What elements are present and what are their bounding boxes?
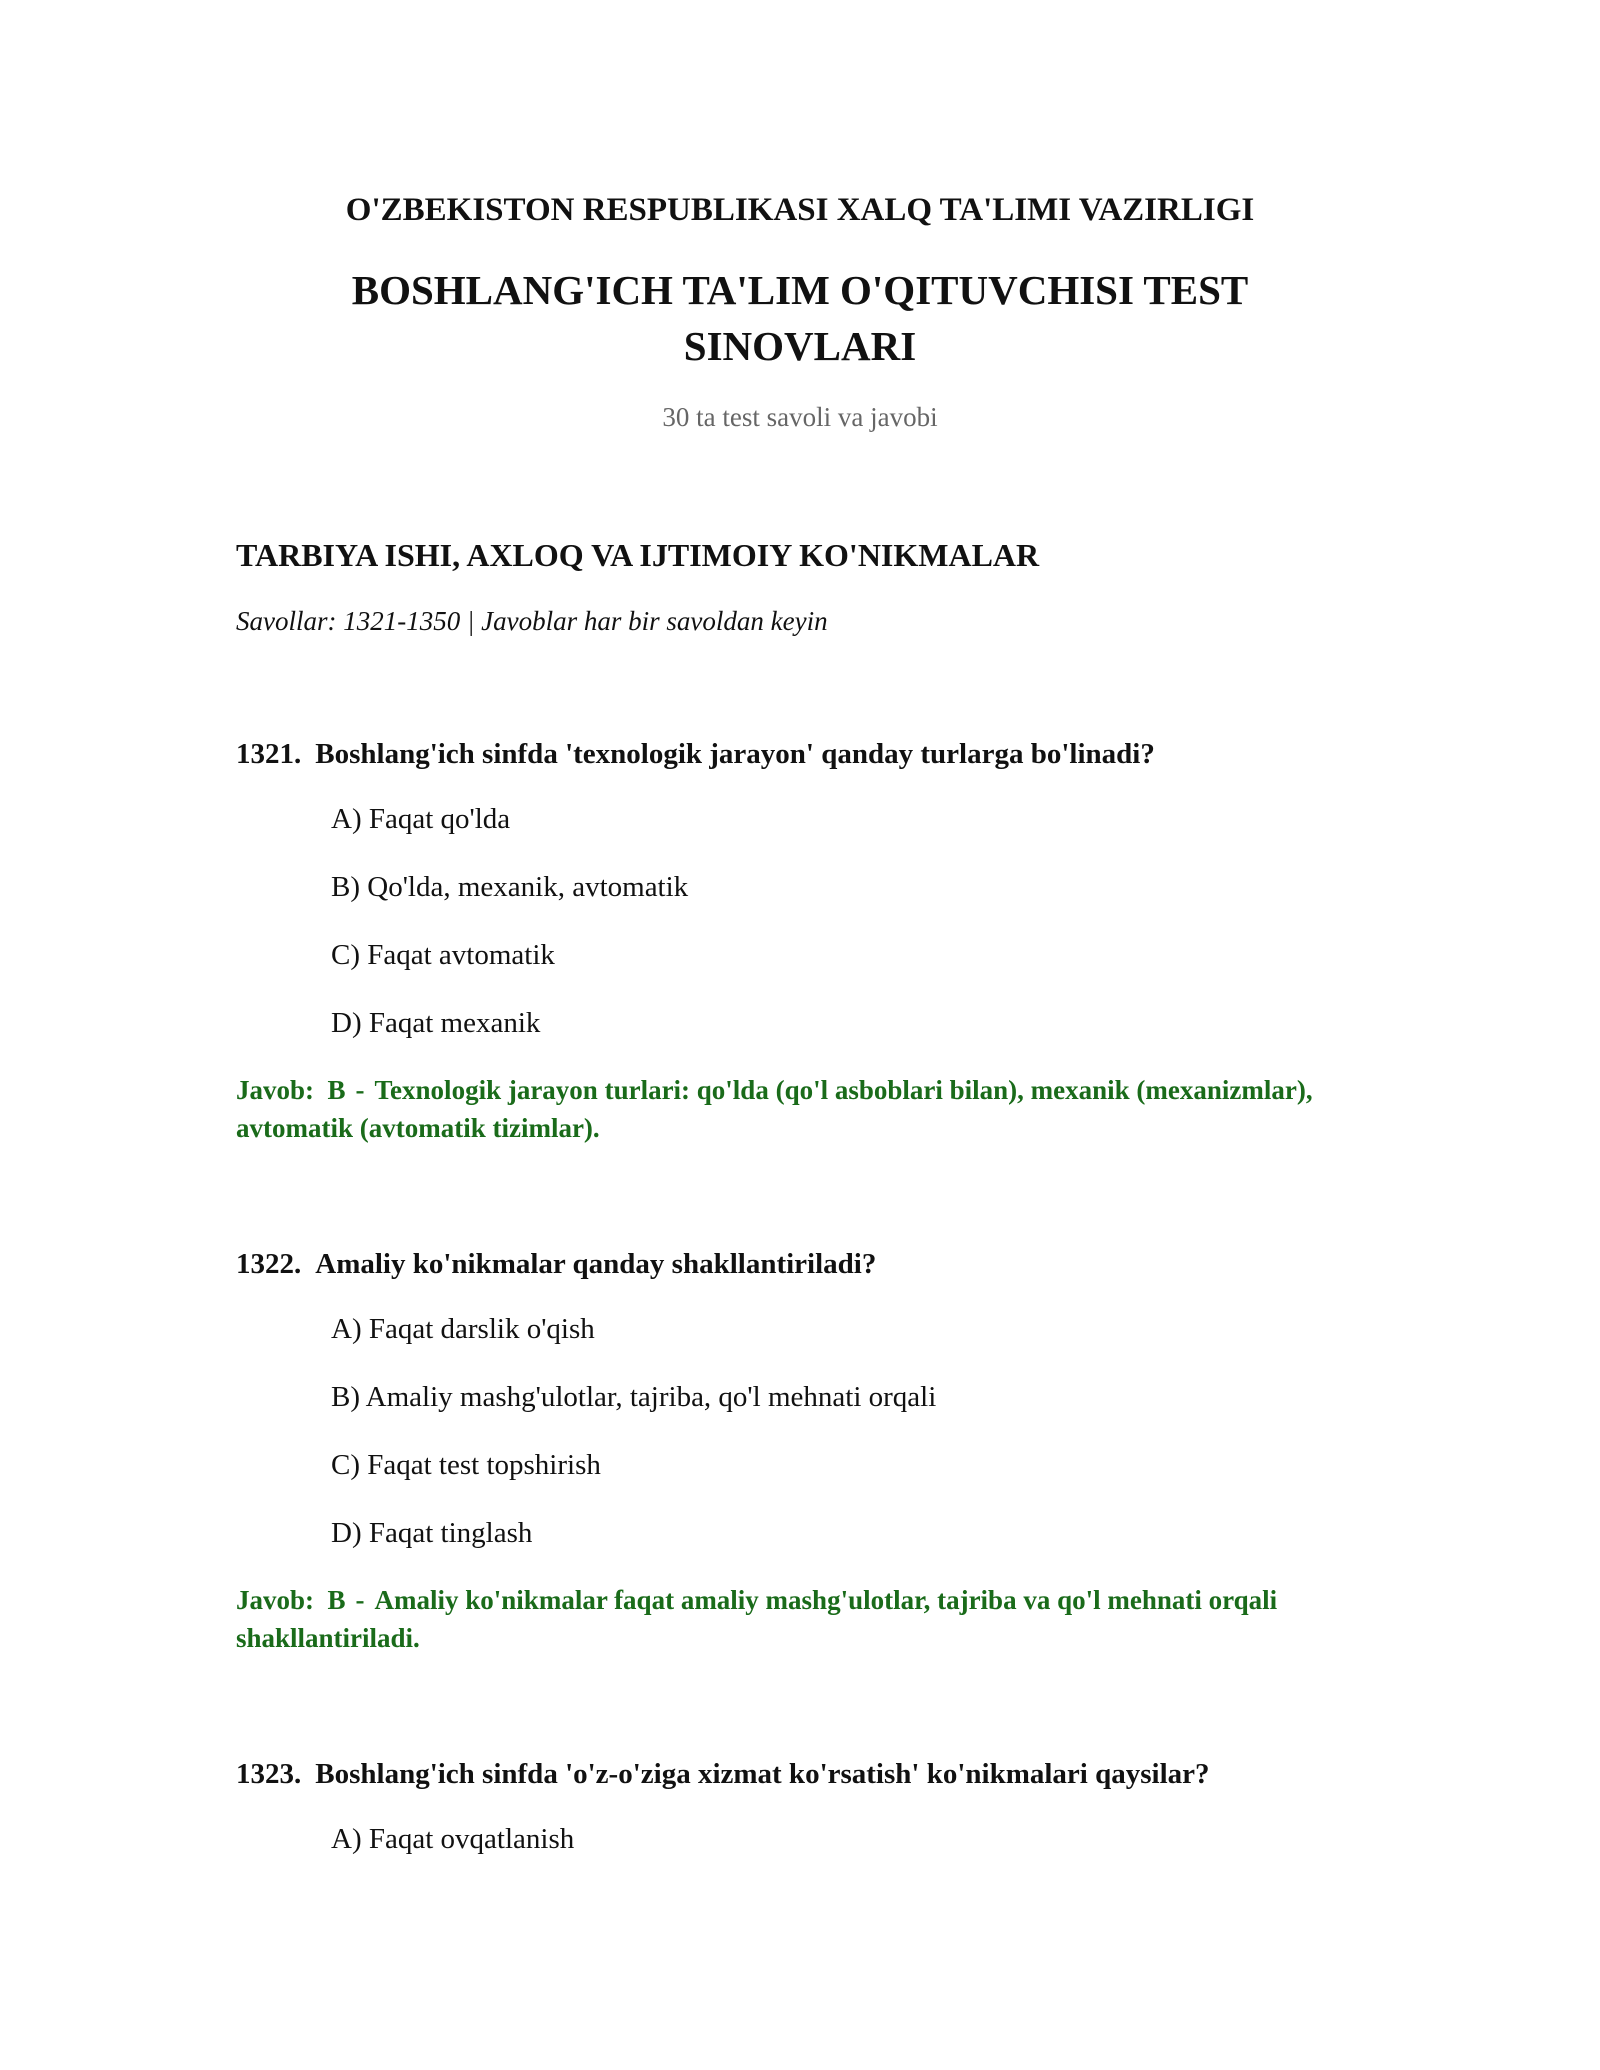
question-number: 1322. bbox=[236, 1248, 302, 1280]
answer-label: Javob: bbox=[236, 1075, 315, 1105]
answer-label: Javob: bbox=[236, 1585, 315, 1615]
question-text: Boshlang'ich sinfda 'o'z-o'ziga xizmat ko'rsatish' ko'nikmalari qaysilar? bbox=[315, 1758, 1210, 1790]
question-heading bbox=[236, 736, 1386, 772]
question-text: Boshlang'ich sinfda 'texnologik jarayon' qanday turlarga bo'linadi? bbox=[315, 738, 1155, 770]
question-text: Amaliy ko'nikmalar qanday shakllantiriladi? bbox=[315, 1248, 877, 1280]
option-b: B) Amaliy mashg'ulotlar, tajriba, qo'l mehnati orqali bbox=[331, 1381, 937, 1413]
option-b: B) Qo'lda, mexanik, avtomatik bbox=[331, 871, 689, 903]
document-subtitle: 30 ta test savoli va javobi bbox=[662, 402, 938, 432]
question-1323 bbox=[236, 1756, 1386, 1889]
answer-letter: B bbox=[327, 1585, 346, 1615]
question-1321 bbox=[236, 736, 1386, 1147]
question-number: 1323. bbox=[236, 1758, 302, 1790]
document-title: BOSHLANG'ICH TA'LIM O'QITUVCHISI TEST SINOVLARI bbox=[351, 267, 1249, 369]
question-1322 bbox=[236, 1246, 1386, 1657]
options-list bbox=[236, 1821, 1386, 1857]
answer-explanation: Texnologik jarayon turlari: qo'lda (qo'l asboblari bilan), mexanik (mexanizmlar), avtomatik (avtomatik tizimlar). bbox=[236, 1075, 1313, 1143]
option-c: C) Faqat test topshirish bbox=[331, 1449, 601, 1481]
option-a: A) Faqat qo'lda bbox=[331, 803, 511, 835]
option-d: D) Faqat mexanik bbox=[331, 1007, 541, 1039]
options-list bbox=[236, 1311, 1386, 1551]
section-title: TARBIYA ISHI, AXLOQ VA IJTIMOIY KO'NIKMALAR bbox=[236, 537, 1040, 573]
option-d: D) Faqat tinglash bbox=[331, 1517, 533, 1549]
answer-block: Javob: B - Amaliy ko'nikmalar faqat amaliy mashg'ulotlar, tajriba va qo'l mehnati orqali shakllantiriladi. bbox=[236, 1585, 1278, 1653]
question-number: 1321. bbox=[236, 738, 302, 770]
option-a: A) Faqat ovqatlanish bbox=[331, 1823, 575, 1855]
option-c: C) Faqat avtomatik bbox=[331, 939, 555, 971]
answer-letter: B bbox=[327, 1075, 346, 1105]
question-heading bbox=[236, 1756, 1386, 1792]
ministry-heading: O'ZBEKISTON RESPUBLIKASI XALQ TA'LIMI VAZIRLIGI bbox=[345, 192, 1255, 228]
option-a: A) Faqat darslik o'qish bbox=[331, 1313, 595, 1345]
question-heading bbox=[236, 1246, 1386, 1282]
section-meta: Savollar: 1321-1350 | Javoblar har bir savoldan keyin bbox=[236, 606, 828, 636]
options-list bbox=[236, 801, 1386, 1041]
answer-block: Javob: B - Texnologik jarayon turlari: qo'lda (qo'l asboblari bilan), mexanik (mexanizmlar), avtomatik (avtomatik tizimlar). bbox=[236, 1075, 1313, 1143]
answer-explanation: Amaliy ko'nikmalar faqat amaliy mashg'ulotlar, tajriba va qo'l mehnati orqali shakllantiriladi. bbox=[236, 1585, 1278, 1653]
